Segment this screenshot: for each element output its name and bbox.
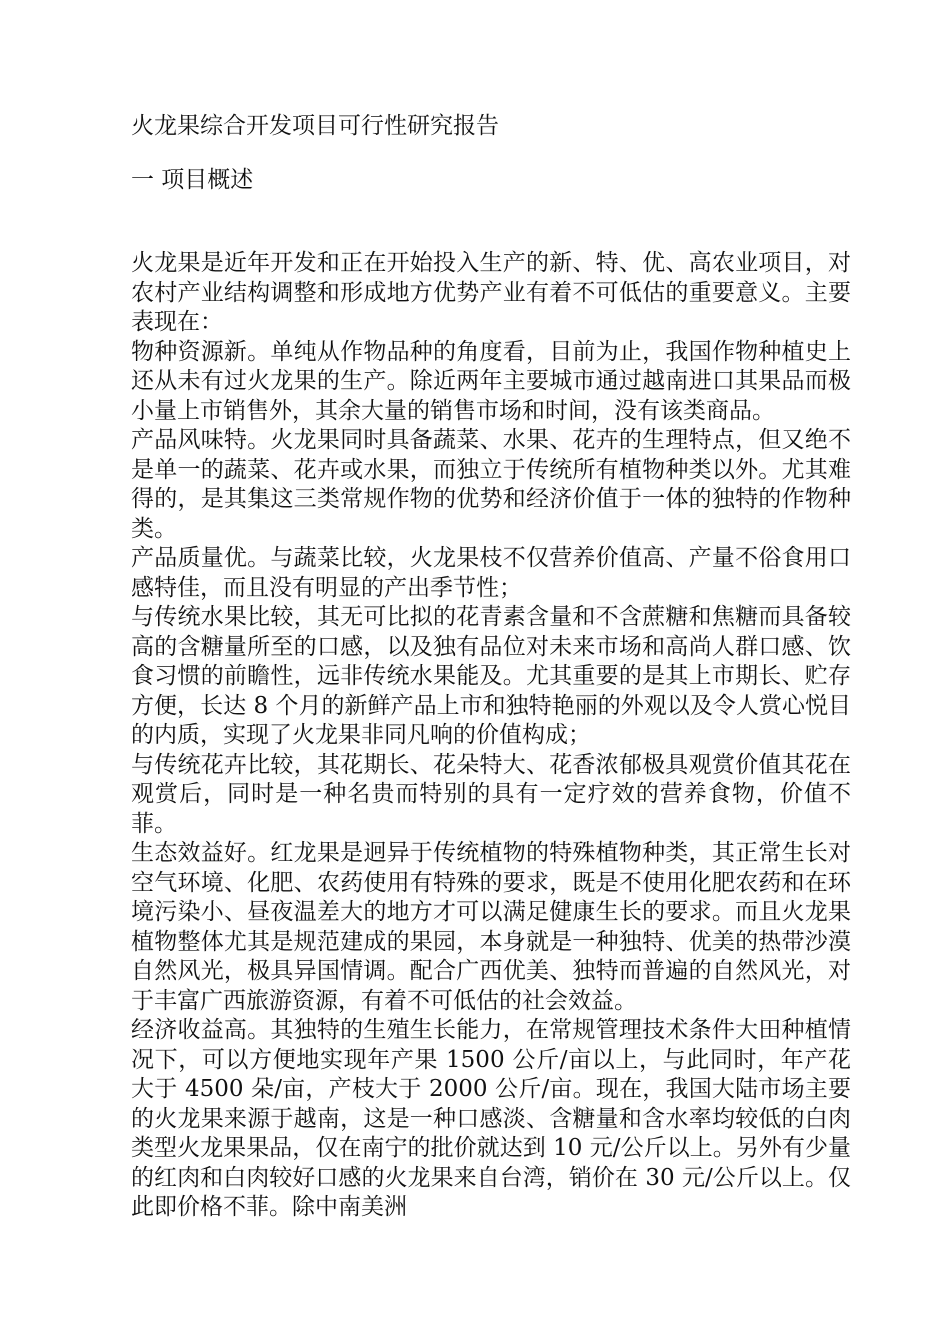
paragraph-vs-flower: 与传统花卉比较，其花期长、花朵特大、花香浓郁极具观赏价值其花在观赏后，同时是一种名贵而特别的具有一定疗效的营养食物，价值不菲。 <box>131 751 851 837</box>
paragraph-species-resource: 物种资源新。单纯从作物品种的角度看，目前为止，我国作物种植史上还从未有过火龙果的生产。除近两年主要城市通过越南进口其果品而极小量上市销售外，其余大量的销售市场和时间，没有该类商品。 <box>131 338 851 424</box>
paragraph-flavor: 产品风味特。火龙果同时具备蔬菜、水果、花卉的生理特点，但又绝不是单一的蔬菜、花卉或水果，而独立于传统所有植物种类以外。尤其难得的，是其集这三类常规作物的优势和经济价值于一体的独特的作物种类。 <box>131 427 851 542</box>
paragraph-vs-fruit: 与传统水果比较，其无可比拟的花青素含量和不含蔗糖和焦糖而具备较高的含糖量所至的口感，以及独有品位对未来市场和高尚人群口感、饮食习惯的前瞻性，远非传统水果能及。尤其重要的是其上市期长、贮存方便，长达 8 个月的新鲜产品上市和独特艳丽的外观以及令人赏心悦目的内质，实现了火龙果非同凡响的价值构成； <box>131 604 851 748</box>
paragraph-quality: 产品质量优。与蔬菜比较，火龙果枝不仅营养价值高、产量不俗食用口感特佳，而且没有明显的产出季节性； <box>131 545 851 601</box>
document-title: 火龙果综合开发项目可行性研究报告 <box>131 113 499 139</box>
document-body <box>131 112 851 1223</box>
paragraph-intro: 火龙果是近年开发和正在开始投入生产的新、特、优、高农业项目，对农村产业结构调整和形成地方优势产业有着不可低估的重要意义。主要表现在： <box>131 250 851 335</box>
paragraph-ecology: 生态效益好。红龙果是迥异于传统植物的特殊植物种类，其正常生长对空气环境、化肥、农药使用有特殊的要求，既是不使用化肥农药和在环境污染小、昼夜温差大的地方才可以满足健康生长的要求。而且火龙果植物整体尤其是规范建成的果园，本身就是一种独特、优美的热带沙漠自然风光，极具异国情调。配合广西优美、独特而普遍的自然风光，对于丰富广西旅游资源，有着不可低估的社会效益。 <box>131 840 851 1014</box>
paragraph-economy: 经济收益高。其独特的生殖生长能力，在常规管理技术条件大田种植情况下，可以方便地实现年产果 1500 公斤/亩以上，与此同时，年产花大于 4500 朵/亩，产枝大于 2000 公斤/亩。现在，我国大陆市场主要的火龙果来源于越南，这是一种口感淡、含糖量和含水率均较低的白肉类型火龙果果品，仅在南宁的批价就达到 10 元/公斤以上。另外有少量的红肉和白肉较好口感的火龙果来自台湾，销价在 30 元/公斤以上。仅此即价格不菲。除中南美洲 <box>131 1017 851 1220</box>
section-heading: 一 项目概述 <box>131 166 254 193</box>
